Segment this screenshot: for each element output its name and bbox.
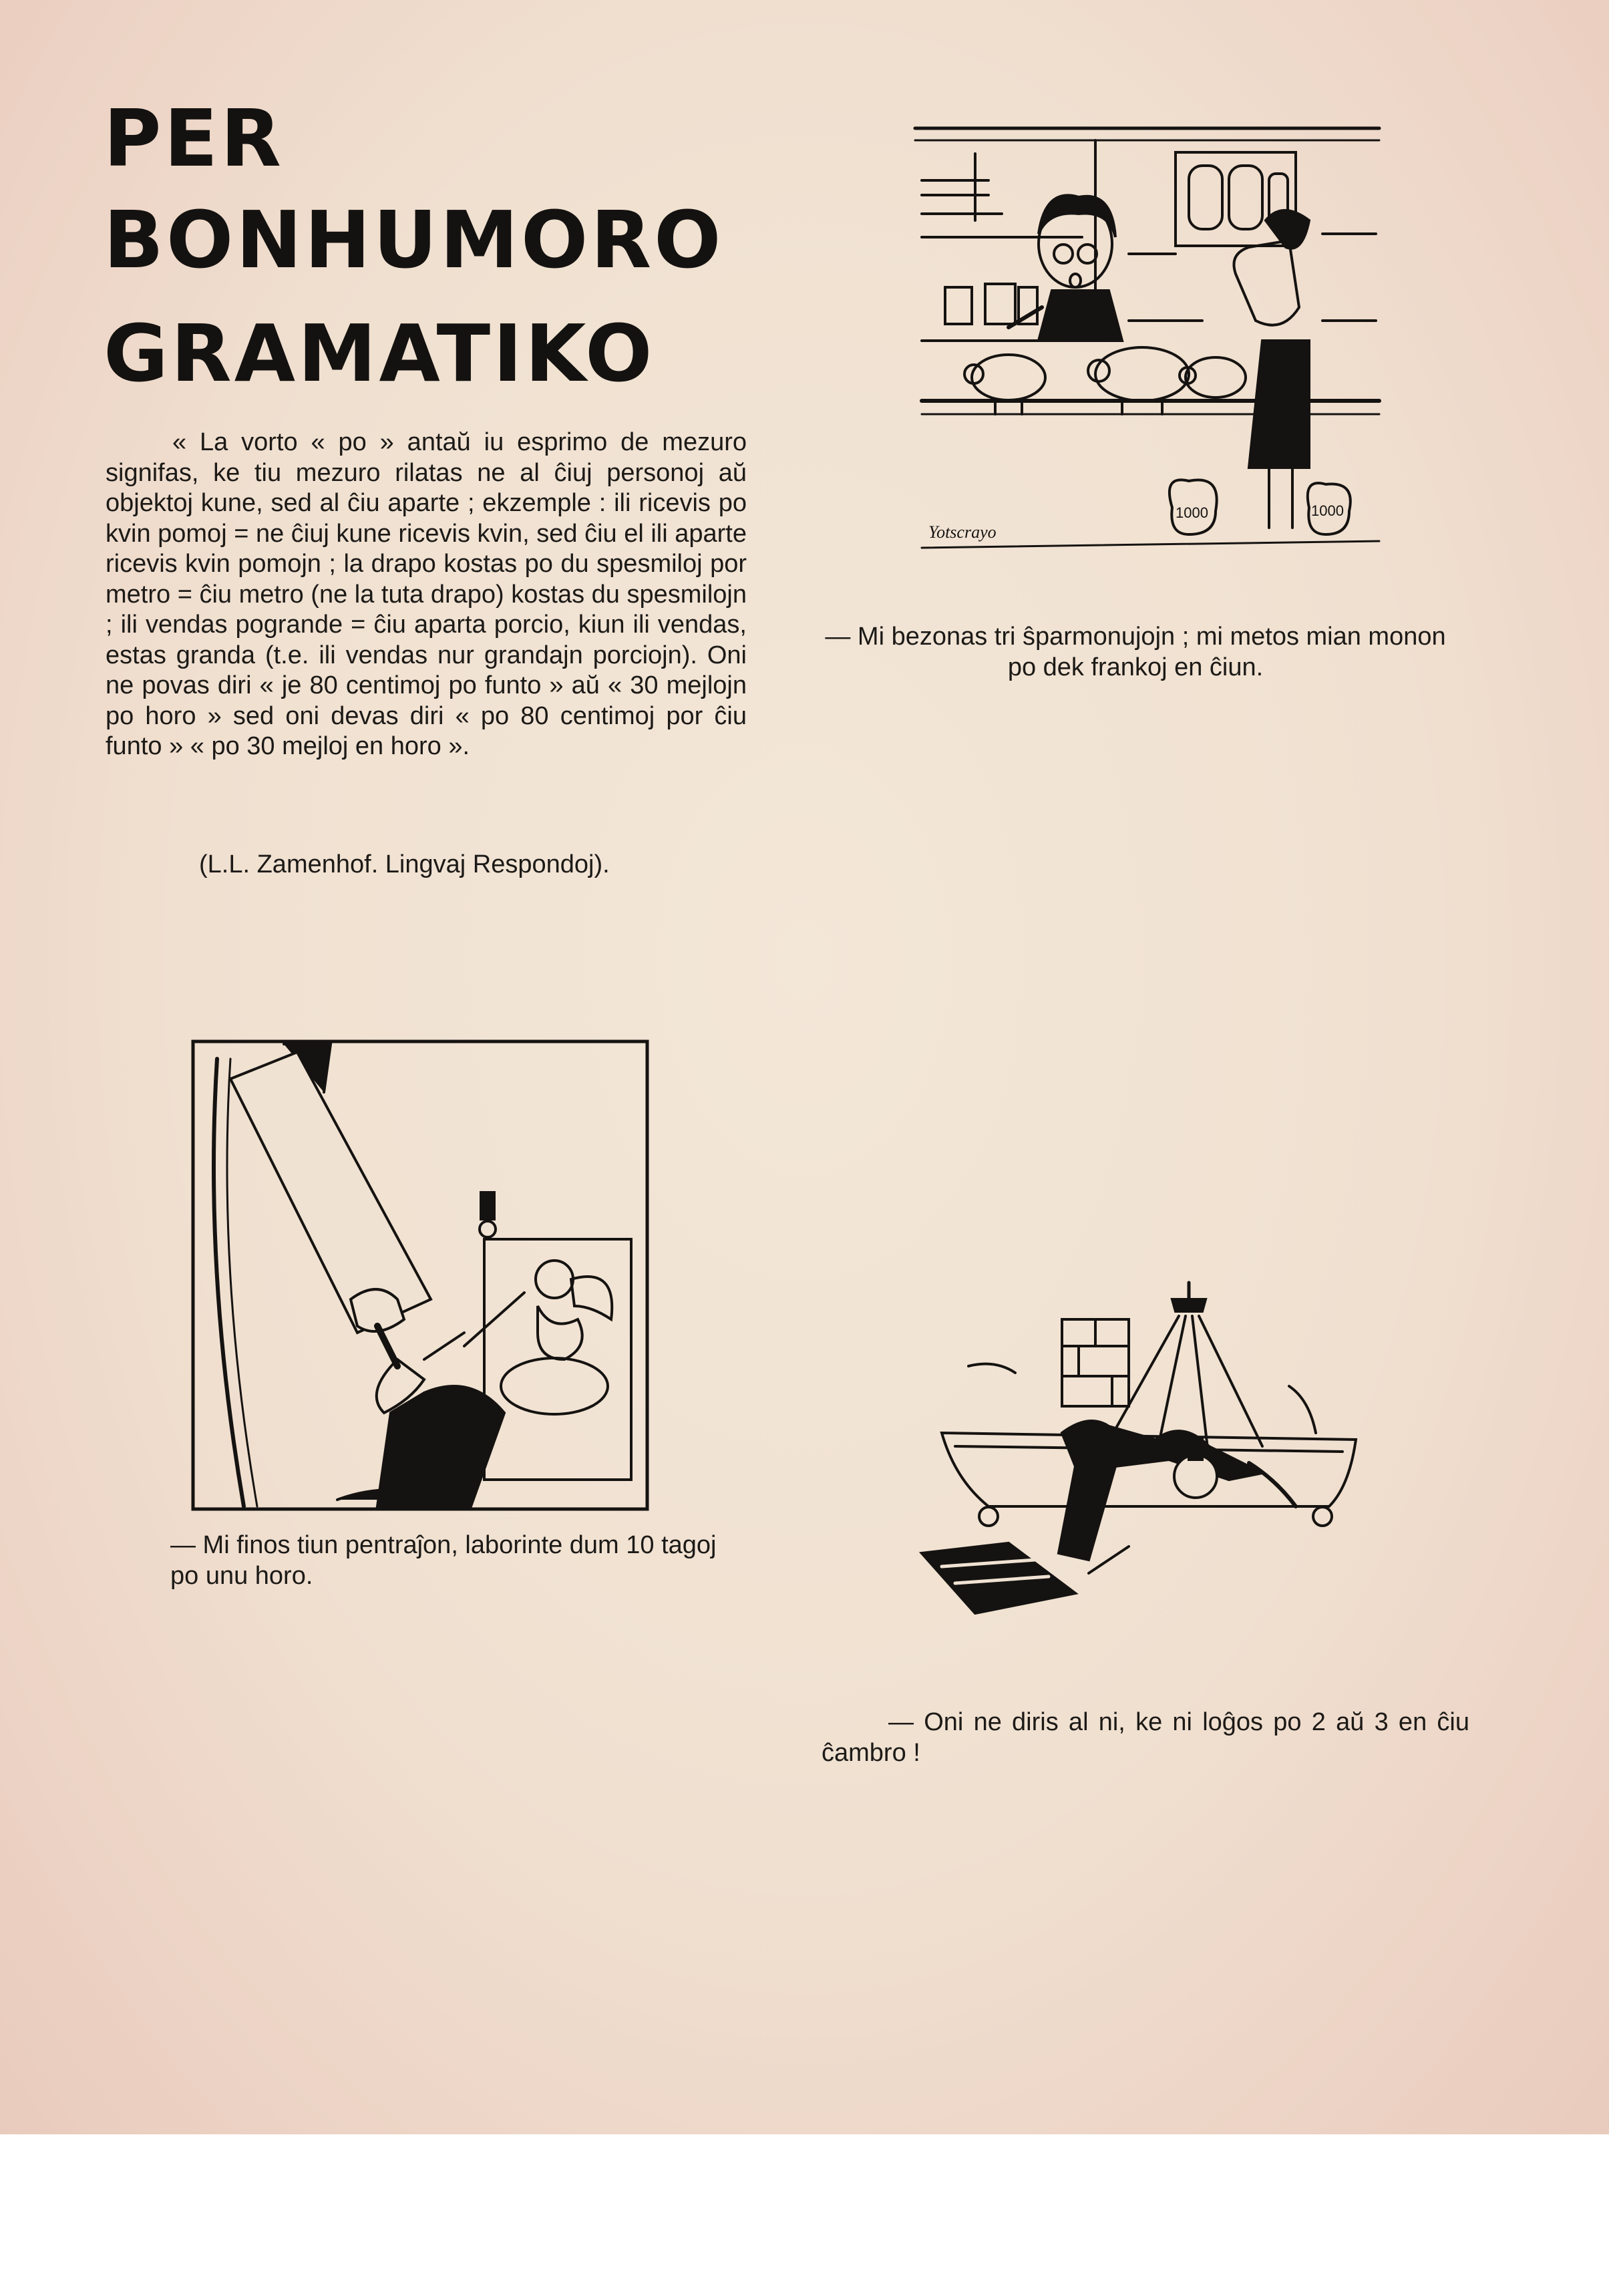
artist-signature: Yotscrayo	[928, 522, 997, 542]
cartoon-1-caption: — Mi bezonas tri ŝparmonujojn ; mi metos mian monon po dek frankoj en ĉiun.	[825, 623, 1446, 681]
title-line-2: BONHUMORO	[104, 194, 724, 286]
quote-citation: (L.L. Zamenhof. Lingvaj Respondoj).	[199, 850, 610, 878]
cartoon-3-caption: — Oni ne diris al ni, ke ni loĝos po 2 aŭ 3 en ĉiu ĉambro !	[822, 1708, 1469, 1767]
bathtub-cartoon	[915, 1279, 1389, 1693]
zamenhof-quote: « La vorto « po » antaŭ iu esprimo de mezuro signifas, ke tiu mezuro rilatas ne al ĉiuj personoj aŭ objektoj kune, sed al ĉiu aparte ; ekzemple : ili ricevis po kvin pomoj = ne ĉiuj kune ricevis kvin, sed ĉiu el ili aparte ricevis kvin pomojn ; la drapo kostas po du spesmiloj por metro = ĉiu metro (ne la tuta drapo) kostas du spesmilojn ; ili vendas pogrande = ĉiu aparta porcio, kiun ili vendas, estas granda (t.e. ili vendas nur grandajn porciojn). Oni ne povas diri « je 80 centimoj po funto » aŭ « 30 mejlojn po horo » sed oni devas diri « po 80 centimoj por ĉiu funto » « po 30 mejloj en horo ».	[106, 428, 747, 760]
title-line-3: GRAMATIKO	[104, 307, 655, 399]
piggy-bank-shop-cartoon	[908, 120, 1389, 575]
cartoon-2-caption: — Mi finos tiun pentraĵon, laborinte dum 10 tagoj po unu horo.	[170, 1531, 717, 1590]
money-bag-label: 1000	[1311, 502, 1344, 519]
title-line-1: PER	[104, 92, 284, 184]
money-bag-label: 1000	[1176, 504, 1208, 521]
telescope-painter-cartoon	[190, 1039, 651, 1513]
